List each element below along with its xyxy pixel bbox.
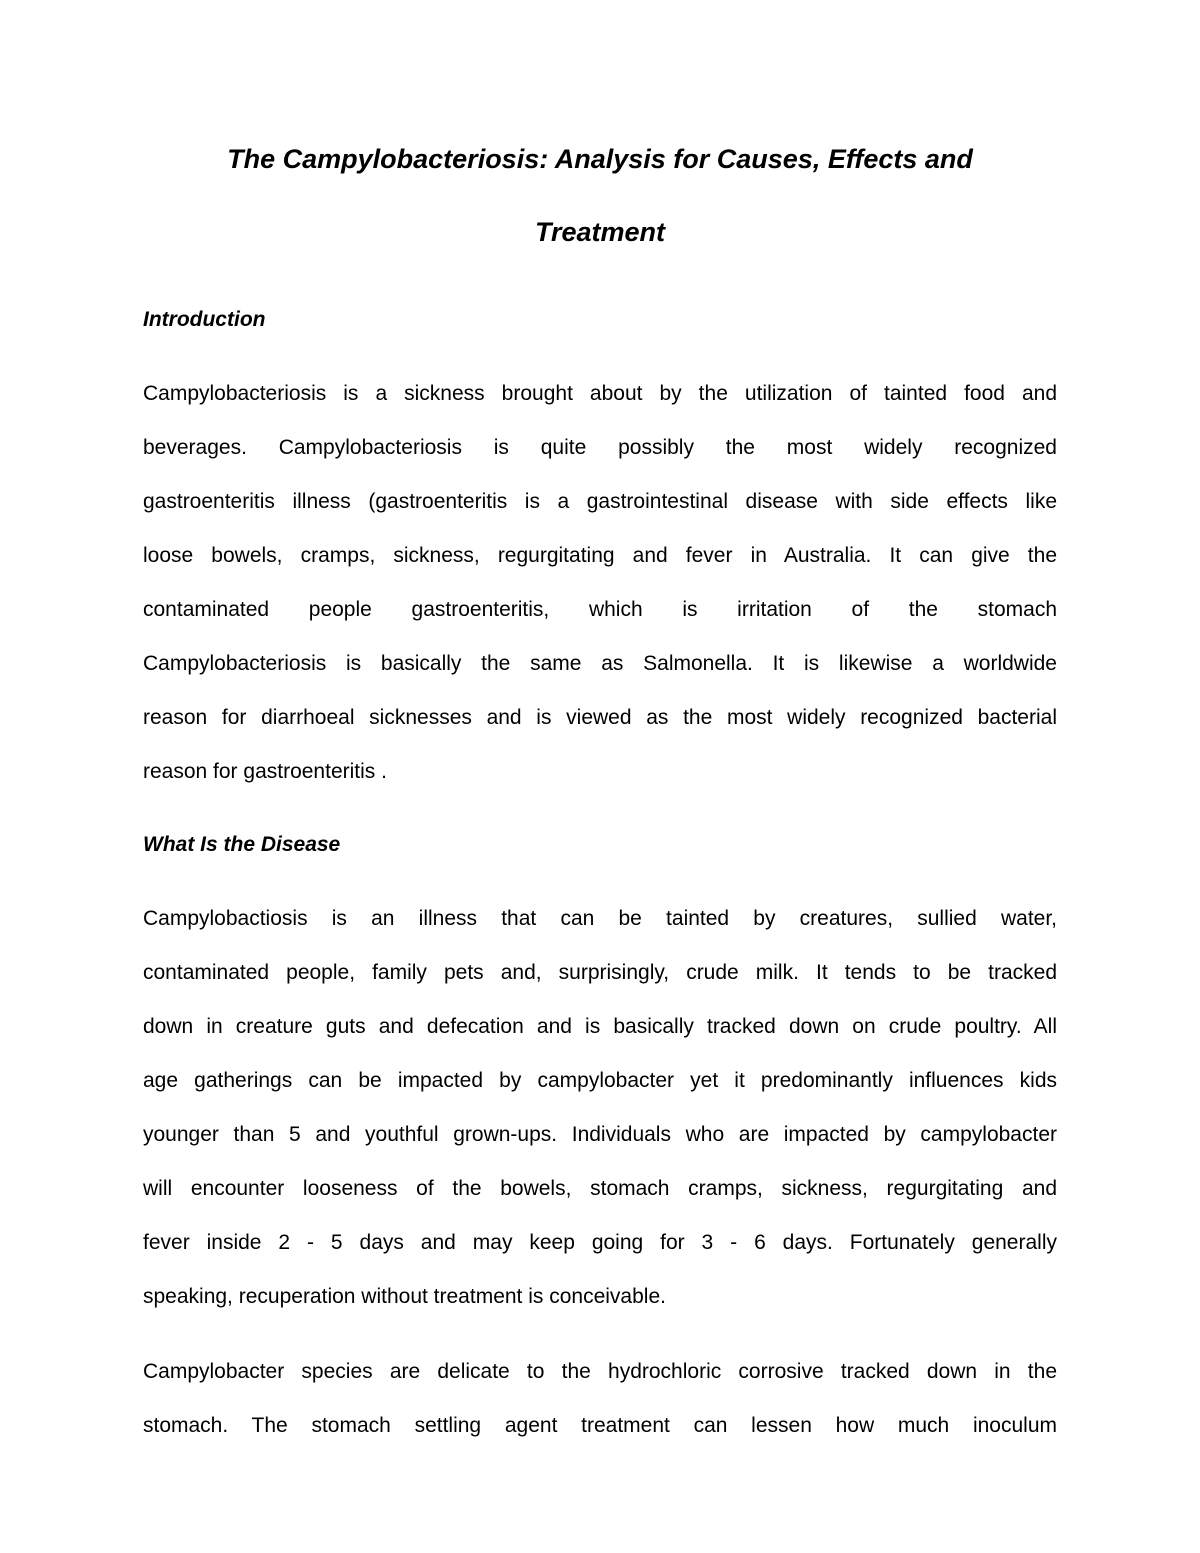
paragraph-line: gastroenteritis illness (gastroenteritis is a gastrointestinal disease with side effects like: [143, 490, 1057, 513]
paragraph-disease: [143, 905, 1057, 1337]
paragraph-line: contaminated people, family pets and, surprisingly, crude milk. It tends to be tracked: [143, 961, 1057, 984]
paragraph-line: loose bowels, cramps, sickness, regurgitating and fever in Australia. It can give the: [143, 544, 1057, 567]
paragraph-line: reason for gastroenteritis .: [143, 760, 387, 783]
paragraph-line: Campylobactiosis is an illness that can be tainted by creatures, sullied water,: [143, 907, 1057, 930]
paragraph-campylobacter-species: [143, 1358, 1057, 1466]
paragraph-line: Campylobacter species are delicate to the hydrochloric corrosive tracked down in the: [143, 1360, 1057, 1383]
section-heading-what-is-the-disease: What Is the Disease: [143, 833, 341, 856]
paragraph-line: down in creature guts and defecation and is basically tracked down on crude poultry. All: [143, 1015, 1057, 1038]
paragraph-line: age gatherings can be impacted by campylobacter yet it predominantly influences kids: [143, 1069, 1057, 1092]
document-title-line-1: The Campylobacteriosis: Analysis for Causes, Effects and: [227, 144, 973, 174]
paragraph-line: contaminated people gastroenteritis, which is irritation of the stomach: [143, 598, 1057, 621]
paragraph-introduction: [143, 380, 1057, 812]
paragraph-line: beverages. Campylobacteriosis is quite possibly the most widely recognized: [143, 436, 1057, 459]
paragraph-line: younger than 5 and youthful grown-ups. Individuals who are impacted by campylobacter: [143, 1123, 1057, 1146]
paragraph-line: fever inside 2 - 5 days and may keep going for 3 - 6 days. Fortunately generally: [143, 1231, 1057, 1254]
document-title-line-2: Treatment: [534, 217, 666, 247]
paragraph-line: reason for diarrhoeal sicknesses and is viewed as the most widely recognized bacterial: [143, 706, 1057, 729]
paragraph-line: speaking, recuperation without treatment is conceivable.: [143, 1285, 666, 1308]
paragraph-line: will encounter looseness of the bowels, stomach cramps, sickness, regurgitating and: [143, 1177, 1057, 1200]
paragraph-line: Campylobacteriosis is basically the same as Salmonella. It is likewise a worldwide: [143, 652, 1057, 675]
section-heading-introduction: Introduction: [143, 308, 266, 331]
paragraph-line: Campylobacteriosis is a sickness brought about by the utilization of tainted food and: [143, 382, 1057, 405]
paragraph-line: stomach. The stomach settling agent treatment can lessen how much inoculum: [143, 1414, 1057, 1437]
